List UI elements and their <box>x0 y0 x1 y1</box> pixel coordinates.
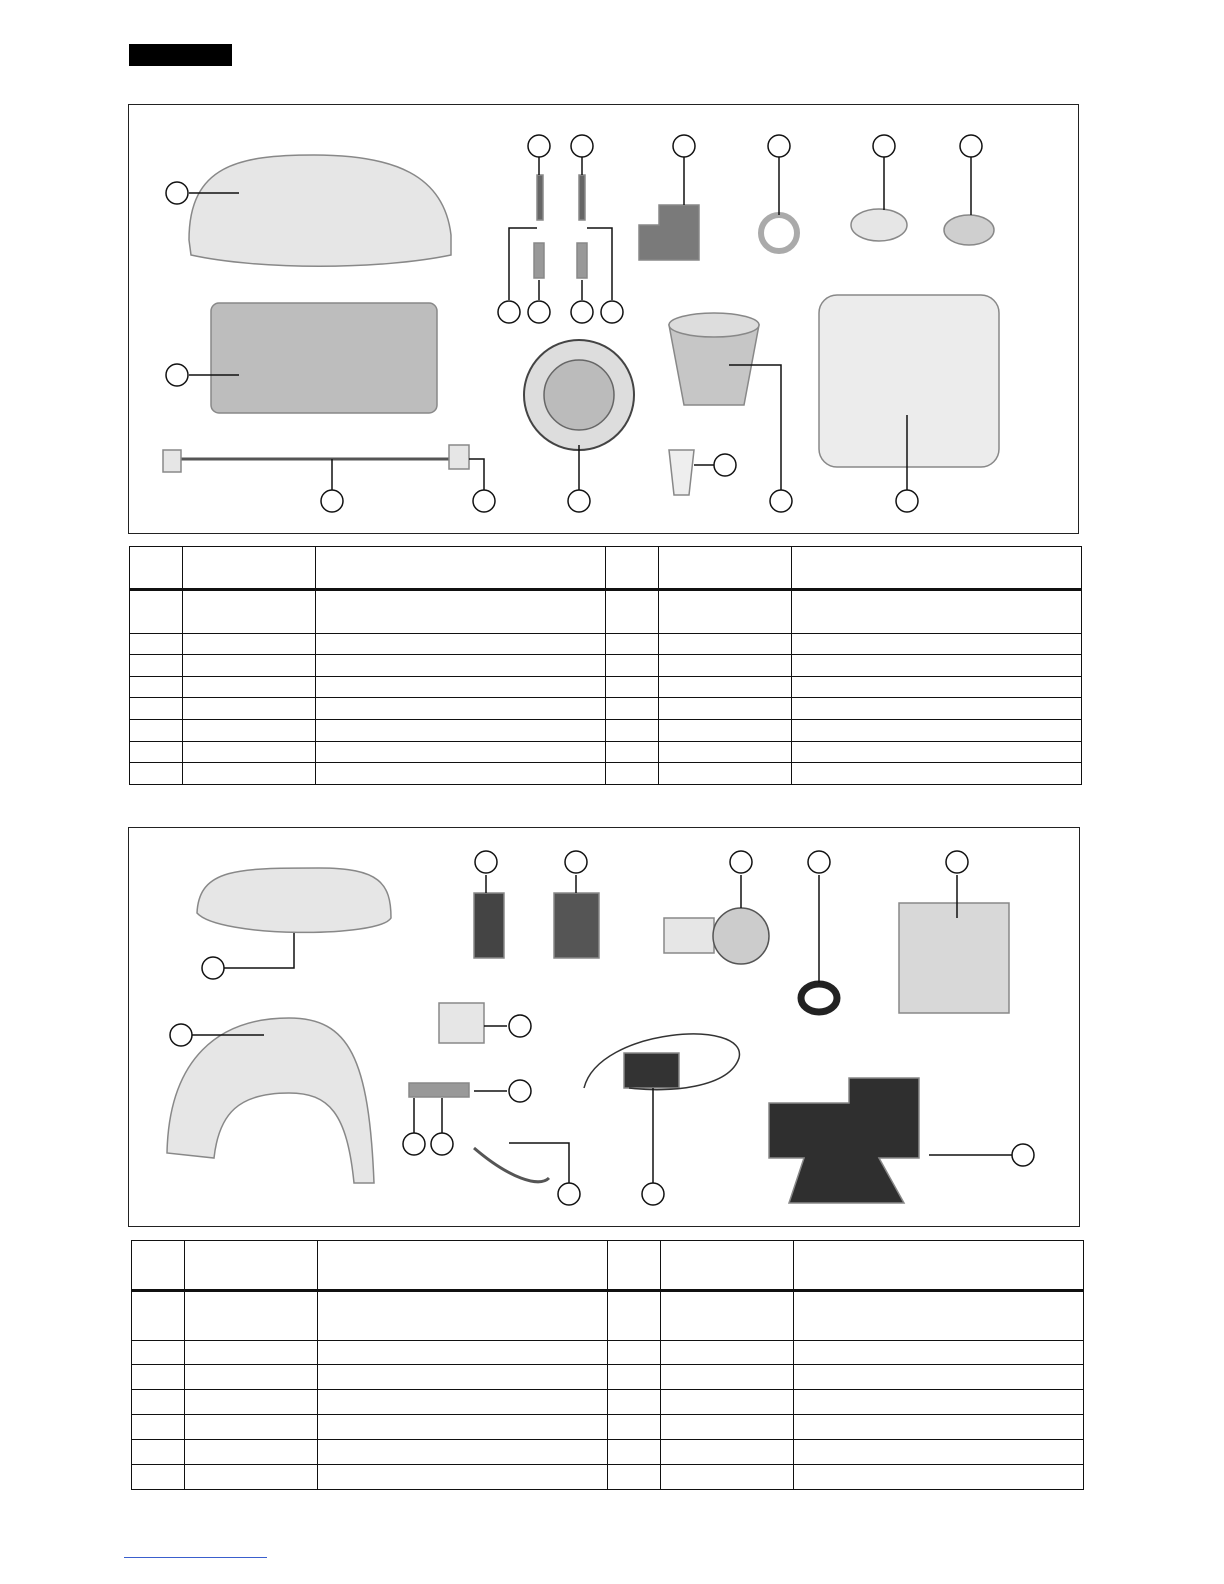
rod-clip-right <box>449 445 469 469</box>
table-cell <box>185 1340 318 1365</box>
table-cell <box>130 698 183 720</box>
table-cell <box>185 1415 318 1440</box>
table-cell <box>185 1390 318 1415</box>
table-cell <box>794 1290 1084 1340</box>
table-cell <box>661 1465 794 1490</box>
transformer-part <box>624 1053 679 1088</box>
table-cell <box>316 741 606 763</box>
table-cell <box>659 676 792 698</box>
table-cell <box>183 741 316 763</box>
table-cell <box>606 763 659 785</box>
table-cell <box>132 1340 185 1365</box>
table-cell <box>316 763 606 785</box>
plug-part-2 <box>577 243 587 278</box>
table-cell <box>132 1290 185 1340</box>
table-cell <box>185 1465 318 1490</box>
table-cell <box>659 655 792 677</box>
table-cell <box>792 633 1082 655</box>
table-cell <box>606 547 659 590</box>
table-cell <box>792 763 1082 785</box>
table-cell <box>130 655 183 677</box>
table-row <box>132 1465 1084 1490</box>
table-cell <box>794 1241 1084 1291</box>
table-cell <box>132 1241 185 1291</box>
table-row <box>130 698 1082 720</box>
gasket-part <box>761 215 797 251</box>
skimmer-cover-part <box>189 155 451 266</box>
table-cell <box>659 763 792 785</box>
section-header-bar <box>129 44 232 66</box>
table-row <box>130 720 1082 742</box>
parts-diagram-2 <box>129 828 1081 1228</box>
table-cell <box>608 1440 661 1465</box>
table-cell <box>792 676 1082 698</box>
table-cell <box>318 1415 608 1440</box>
table-cell <box>130 741 183 763</box>
table-cell <box>316 698 606 720</box>
table-cell <box>794 1390 1084 1415</box>
table-cell <box>132 1415 185 1440</box>
table-row <box>132 1390 1084 1415</box>
table-cell <box>659 698 792 720</box>
table-cell <box>792 741 1082 763</box>
drain-cover-part <box>713 908 769 964</box>
table-cell <box>661 1415 794 1440</box>
skimmer-lid-part <box>819 295 999 467</box>
table-cell <box>183 655 316 677</box>
table-cell <box>130 633 183 655</box>
table-row <box>132 1290 1084 1340</box>
table-cell <box>185 1290 318 1340</box>
table-cell <box>792 547 1082 590</box>
skimmer-body-part <box>197 868 391 932</box>
flange-part <box>851 209 907 241</box>
table-cell <box>183 633 316 655</box>
table-cell <box>661 1290 794 1340</box>
table-cell <box>132 1440 185 1465</box>
table-cell <box>132 1365 185 1390</box>
table-cell <box>659 720 792 742</box>
screw-set-part <box>409 1083 469 1097</box>
table-cell <box>659 741 792 763</box>
wall-fitting-part <box>439 1003 484 1043</box>
table-cell <box>606 698 659 720</box>
screw-part-1 <box>537 175 543 220</box>
o-ring-part <box>801 984 837 1012</box>
table-cell <box>183 763 316 785</box>
table-cell <box>794 1365 1084 1390</box>
table-cell <box>130 763 183 785</box>
table-cell <box>794 1415 1084 1440</box>
table-row <box>130 655 1082 677</box>
table-row <box>130 590 1082 633</box>
hose-part <box>474 1148 549 1182</box>
table-cell <box>794 1440 1084 1465</box>
table-cell <box>606 720 659 742</box>
elbow-part <box>639 205 699 260</box>
table-cell <box>661 1340 794 1365</box>
small-plug-part <box>669 450 694 495</box>
table-cell <box>659 590 792 633</box>
table-cell <box>606 633 659 655</box>
table-cell <box>316 655 606 677</box>
table-cell <box>661 1241 794 1291</box>
table-cell <box>316 720 606 742</box>
table-cell <box>318 1290 608 1340</box>
table-cell <box>183 698 316 720</box>
table-cell <box>659 633 792 655</box>
pump-part <box>769 1078 919 1203</box>
table-cell <box>608 1340 661 1365</box>
table-cell <box>608 1290 661 1340</box>
table-row <box>130 763 1082 785</box>
table-row <box>130 547 1082 590</box>
valve-part <box>474 893 504 958</box>
table-cell <box>318 1390 608 1415</box>
nozzle-body-part <box>664 918 714 953</box>
table-cell <box>794 1465 1084 1490</box>
union-part <box>554 893 599 958</box>
table-cell <box>185 1440 318 1465</box>
table-cell <box>185 1365 318 1390</box>
table-cell <box>316 590 606 633</box>
table-cell <box>318 1340 608 1365</box>
footer-link[interactable] <box>124 1557 267 1558</box>
control-box-part <box>899 903 1009 1013</box>
table-cell <box>606 676 659 698</box>
table-cell <box>608 1465 661 1490</box>
table-cell <box>606 590 659 633</box>
table-cell <box>792 655 1082 677</box>
table-cell <box>130 720 183 742</box>
table-cell <box>318 1241 608 1291</box>
table-cell <box>659 547 792 590</box>
table-cell <box>132 1465 185 1490</box>
parts-illustration-panel-2 <box>128 827 1080 1227</box>
table-cell <box>316 676 606 698</box>
table-row <box>132 1440 1084 1465</box>
table-cell <box>608 1241 661 1291</box>
parts-table-1 <box>129 546 1082 785</box>
weir-flap-part <box>211 303 437 413</box>
table-row <box>130 676 1082 698</box>
table-row <box>132 1340 1084 1365</box>
table-cell <box>316 633 606 655</box>
table-cell <box>661 1440 794 1465</box>
table-cell <box>794 1340 1084 1365</box>
table-cell <box>183 720 316 742</box>
table-cell <box>130 547 183 590</box>
table-cell <box>185 1241 318 1291</box>
table-cell <box>316 547 606 590</box>
table-row <box>132 1415 1084 1440</box>
nozzle-part <box>944 215 994 245</box>
table-cell <box>792 590 1082 633</box>
skimmer-hood-part <box>167 1018 374 1183</box>
plug-part-1 <box>534 243 544 278</box>
parts-diagram-1 <box>129 105 1080 535</box>
table-cell <box>661 1390 794 1415</box>
table-cell <box>183 676 316 698</box>
table-cell <box>183 590 316 633</box>
table-cell <box>318 1365 608 1390</box>
table-cell <box>661 1365 794 1390</box>
table-cell <box>792 720 1082 742</box>
screw-part-2 <box>579 175 585 220</box>
parts-table-2 <box>131 1240 1084 1490</box>
table-cell <box>183 547 316 590</box>
table-cell <box>130 590 183 633</box>
table-row <box>132 1241 1084 1291</box>
table-cell <box>608 1415 661 1440</box>
table-cell <box>792 698 1082 720</box>
parts-illustration-panel-1 <box>128 104 1079 534</box>
table-cell <box>130 676 183 698</box>
table-row <box>132 1365 1084 1390</box>
rod-clip-left <box>163 450 181 472</box>
table-row <box>130 741 1082 763</box>
table-cell <box>132 1390 185 1415</box>
table-cell <box>606 741 659 763</box>
table-cell <box>318 1440 608 1465</box>
table-cell <box>608 1390 661 1415</box>
table-cell <box>606 655 659 677</box>
table-cell <box>608 1365 661 1390</box>
table-cell <box>318 1465 608 1490</box>
table-row <box>130 633 1082 655</box>
